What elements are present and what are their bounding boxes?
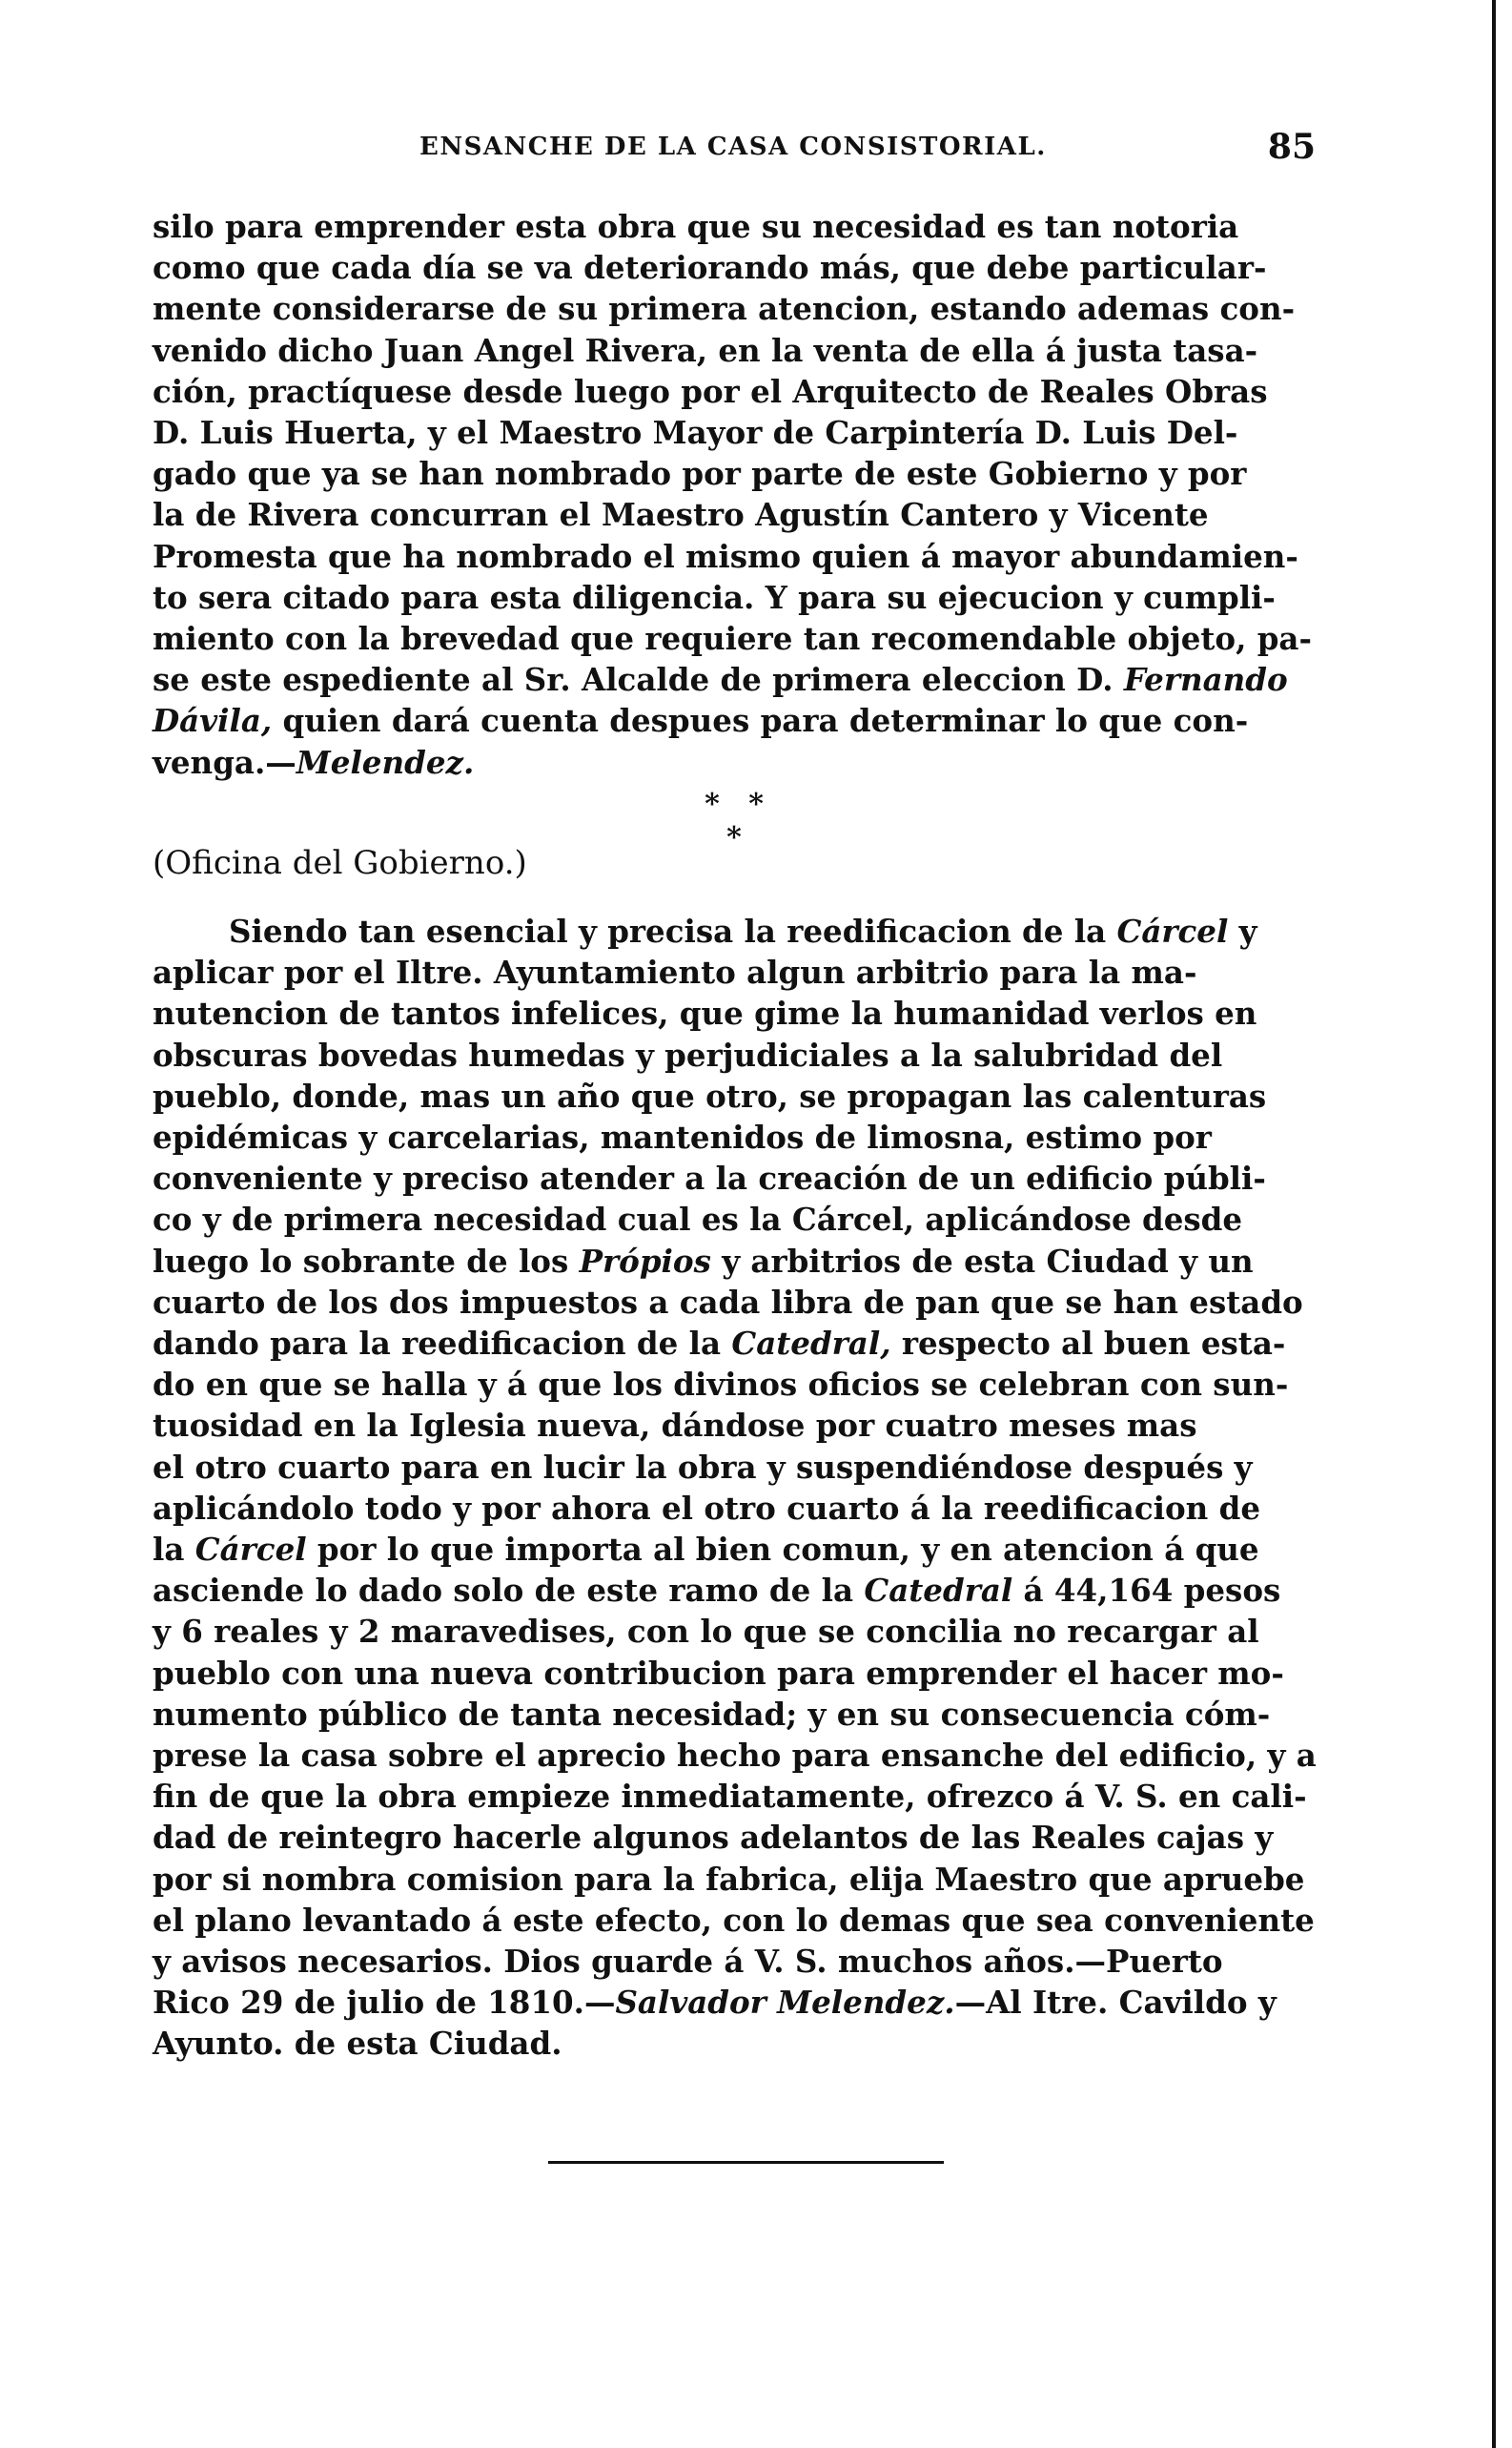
- running-header: [153, 127, 1316, 175]
- text-line: numento público de tanta necesidad; y en su consecuencia cóm-: [153, 1695, 1271, 1733]
- signature: Salvador Melendez.: [615, 1984, 955, 2022]
- text-line: por si nombra comision para la fabrica, elija Maestro que apruebe: [153, 1860, 1305, 1898]
- text-line: luego lo sobrante de los: [153, 1242, 580, 1280]
- text-line: asciende lo dado solo de este ramo de la: [153, 1572, 865, 1610]
- text-line: tuosidad en la Iglesia nueva, dándose por cuatro meses mas: [153, 1407, 1197, 1445]
- text-line: conveniente y preciso atender a la creación de un edificio públi-: [153, 1160, 1266, 1198]
- text-line: nutencion de tantos infelices, que gime la humanidad verlos en: [153, 995, 1257, 1033]
- italic-term: Cárcel: [1116, 913, 1229, 950]
- running-title: ENSANCHE DE LA CASA CONSISTORIAL.: [419, 133, 1047, 161]
- italic-term: Própios: [579, 1242, 711, 1280]
- text-line: silo para emprender esta obra que su necesidad es tan notoria: [153, 208, 1239, 245]
- text-line: Ayunto. de esta Ciudad.: [153, 2025, 562, 2063]
- text-line: la: [153, 1531, 195, 1569]
- text-line: prese la casa sobre el aprecio hecho para ensanche del edificio, y a: [153, 1737, 1317, 1775]
- text-line: aplicándolo todo y por ahora el otro cuarto á la reedificacion de: [153, 1489, 1261, 1527]
- text-line: venga.—: [153, 743, 296, 781]
- text-line: como que cada día se va deteriorando más, que debe particular-: [153, 249, 1267, 287]
- text-line: Siendo tan esencial y precisa la reedificacion de la: [229, 913, 1117, 950]
- text-line: D. Luis Huerta, y el Maestro Mayor de Carpintería D. Luis Del-: [153, 414, 1238, 452]
- signature: Melendez.: [296, 743, 475, 781]
- text-line: venido dicho Juan Angel Rivera, en la venta de ella á justa tasa-: [153, 331, 1258, 369]
- text-line: y: [1228, 913, 1257, 950]
- text-line: mente considerarse de su primera atencion, estando ademas con-: [153, 290, 1296, 328]
- text-line: Rico 29 de julio de 1810.—: [153, 1984, 616, 2022]
- text-line: dad de reintegro hacerle algunos adelantos de las Reales cajas y: [153, 1819, 1274, 1857]
- text-line: el plano levantado á este efecto, con lo demas que sea conveniente: [153, 1901, 1315, 1939]
- paragraph-letter: [153, 911, 1335, 2065]
- text-line: do en que se halla y á que los divinos oficios se celebran con sun-: [153, 1366, 1289, 1404]
- text-line: to sera citado para esta diligencia. Y para su ejecucion y cumpli-: [153, 578, 1276, 616]
- italic-term: Cárcel: [194, 1531, 307, 1569]
- text-line: Promesta que ha nombrado el mismo quien á mayor abundamien-: [153, 537, 1298, 575]
- text-line: y avisos necesarios. Dios guarde á V. S. muchos años.—Puerto: [153, 1943, 1223, 1981]
- text-line: quien dará cuenta despues para determinar lo que con-: [272, 702, 1249, 740]
- text-line: —Al Itre. Cavildo y: [954, 1984, 1277, 2022]
- text-line: obscuras bovedas humedas y perjudiciales a la salubridad del: [153, 1036, 1223, 1074]
- italic-name: Fernando: [1123, 661, 1288, 699]
- text-line: á 44,164 pesos: [1012, 1572, 1281, 1610]
- italic-term: Catedral: [864, 1572, 1013, 1610]
- source-label: (Oficina del Gobierno.): [153, 844, 527, 882]
- text-line: el otro cuarto para en lucir la obra y suspendiéndose después y: [153, 1448, 1253, 1486]
- text-line: epidémicas y carcelarias, mantenidos de limosna, estimo por: [153, 1119, 1212, 1157]
- text-line: gado que ya se han nombrado por parte de este Gobierno y por: [153, 455, 1247, 493]
- section-separator: * * *: [705, 788, 773, 854]
- text-line: pueblo con una nueva contribucion para emprender el hacer mo-: [153, 1654, 1284, 1692]
- italic-term: Catedral,: [731, 1325, 891, 1363]
- text-line: la de Rivera concurran el Maestro Agustín Cantero y Vicente: [153, 496, 1209, 534]
- text-line: por lo que importa al bien comun, y en atencion á que: [306, 1531, 1259, 1569]
- italic-name: Dávila,: [153, 702, 273, 740]
- text-line: pueblo, donde, mas un año que otro, se propagan las calenturas: [153, 1077, 1267, 1115]
- text-line: aplicar por el Iltre. Ayuntamiento algun arbitrio para la ma-: [153, 954, 1197, 992]
- page-edge-rule: [1492, 0, 1496, 2448]
- page-number: 85: [1267, 127, 1316, 167]
- text-line: co y de primera necesidad cual es la Cárcel, aplicándose desde: [153, 1201, 1243, 1239]
- text-line: y arbitrios de esta Ciudad y un: [710, 1242, 1254, 1280]
- text-line: ción, practíquese desde luego por el Arquitecto de Reales Obras: [153, 372, 1268, 410]
- end-rule: [548, 2161, 944, 2164]
- text-line: cuarto de los dos impuestos a cada libra de pan que se han estado: [153, 1283, 1303, 1321]
- paragraph-continuation: [153, 206, 1335, 783]
- text-line: dando para la reedificacion de la: [153, 1325, 732, 1363]
- text-line: miento con la brevedad que requiere tan recomendable objeto, pa-: [153, 620, 1312, 658]
- text-line: y 6 reales y 2 maravedises, con lo que se concilia no recargar al: [153, 1613, 1259, 1651]
- text-line: se este espediente al Sr. Alcalde de primera eleccion D.: [153, 661, 1114, 699]
- text-line: respecto al buen esta-: [890, 1325, 1286, 1363]
- text-line: fin de que la obra empieze inmediatamente, ofrezco á V. S. en cali-: [153, 1778, 1307, 1816]
